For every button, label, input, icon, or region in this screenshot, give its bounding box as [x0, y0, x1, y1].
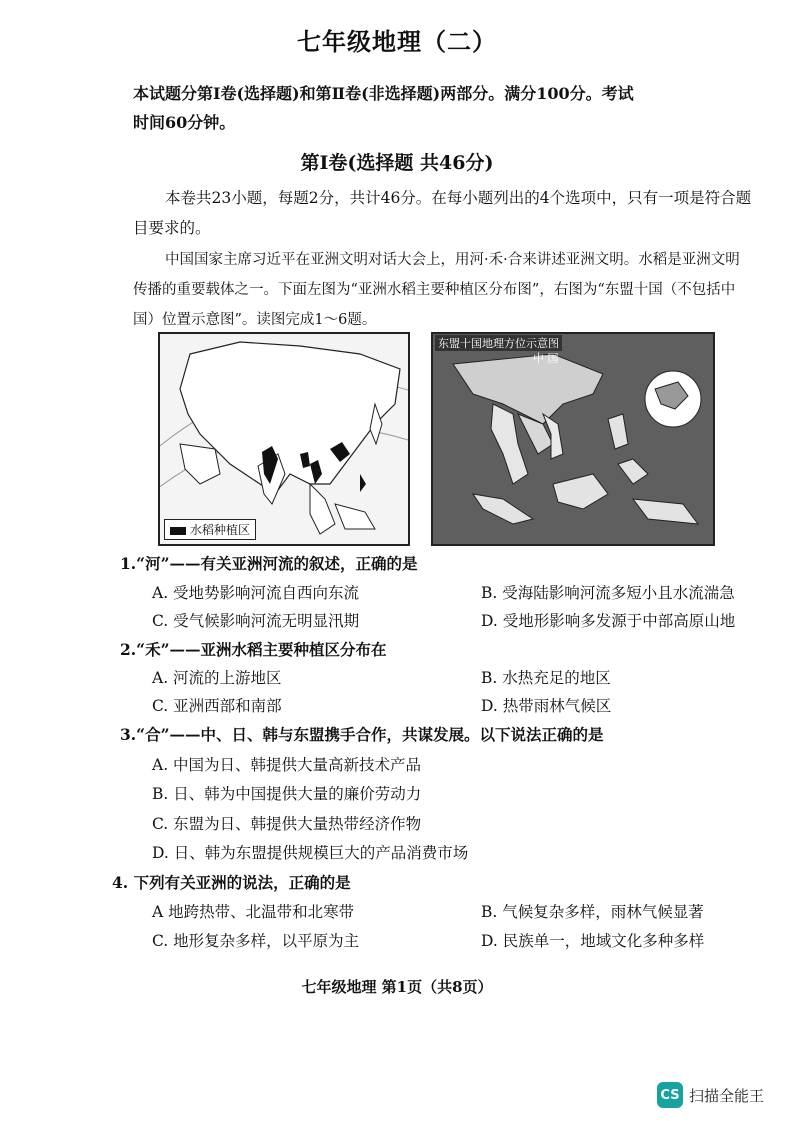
question-2-option-a[interactable]: A. 河流的上游地区 [152, 669, 282, 687]
legend-label: 水稻种植区 [190, 523, 251, 537]
question-3-stem: 3.“合”——中、日、韩与东盟携手合作，共谋发展。以下说法正确的是 [120, 725, 604, 744]
question-1-option-d[interactable]: D. 受地形影响多发源于中部高原山地 [481, 612, 736, 630]
question-4-option-d[interactable]: D. 民族单一，地域文化多种多样 [481, 932, 705, 950]
question-3-option-c[interactable]: C. 东盟为日、韩提供大量热带经济作物 [152, 815, 422, 833]
exam-intro-line2: 时间60分钟。 [133, 113, 236, 132]
question-2-stem: 2.“禾”——亚洲水稻主要种植区分布在 [120, 640, 387, 659]
scanner-label: 扫描全能王 [689, 1086, 765, 1105]
question-3-option-a[interactable]: A. 中国为日、韩提供大量高新技术产品 [152, 756, 422, 774]
instructions-paragraph: 本卷共23小题，每题2分，共计46分。在每小题列出的4个选项中，只有一项是符合题目要求的。 [133, 189, 752, 237]
asia-map-drawing [160, 334, 408, 544]
section-title: 第Ⅰ卷(选择题 共46分) [300, 152, 494, 174]
question-4-option-b[interactable]: B. 气候复杂多样，雨林气候显著 [481, 903, 704, 921]
question-2-option-d[interactable]: D. 热带雨林气候区 [481, 697, 612, 715]
legend-swatch [170, 527, 186, 535]
camscanner-icon: CS [657, 1082, 683, 1108]
question-3-option-d[interactable]: D. 日、韩为东盟提供规模巨大的产品消费市场 [152, 844, 469, 862]
question-1-stem: 1.“河”——有关亚洲河流的叙述，正确的是 [120, 554, 418, 573]
page-footer: 七年级地理 第1页（共8页） [301, 978, 493, 996]
page-title: 七年级地理（二） [297, 27, 497, 56]
question-1-option-c[interactable]: C. 受气候影响河流无明显汛期 [152, 612, 360, 630]
question-2-option-c[interactable]: C. 亚洲西部和南部 [152, 697, 282, 715]
asean-map-drawing [433, 334, 713, 544]
question-1-option-a[interactable]: A. 受地势影响河流自西向东流 [152, 584, 360, 602]
question-2-option-b[interactable]: B. 水热充足的地区 [481, 669, 611, 687]
label-china: 中 国 [533, 352, 559, 365]
scanner-watermark [657, 1082, 764, 1108]
exam-intro-line1: 本试题分第Ⅰ卷(选择题)和第Ⅱ卷(非选择题)两部分。满分100分。考试 [133, 84, 634, 103]
question-3-option-b[interactable]: B. 日、韩为中国提供大量的廉价劳动力 [152, 785, 422, 803]
asean-map-title: 东盟十国地理方位示意图 [435, 335, 562, 351]
asean-map [431, 332, 715, 546]
question-4-option-c[interactable]: C. 地形复杂多样，以平原为主 [152, 932, 360, 950]
context-paragraph: 中国国家主席习近平在亚洲文明对话大会上，用河·禾·合来讲述亚洲文明。水稻是亚洲文明传播的重要载体之一。下面左图为“亚洲水稻主要种植区分布图”，右图为“东盟十国（不包括中国）位置示意图”。读图完成1～6题。 [133, 252, 740, 328]
question-4-stem: 4. 下列有关亚洲的说法，正确的是 [112, 873, 351, 892]
question-1-option-b[interactable]: B. 受海陆影响河流多短小且水流湍急 [481, 584, 735, 602]
asia-rice-map [158, 332, 410, 546]
map-legend [164, 519, 256, 540]
question-4-option-a[interactable]: A 地跨热带、北温带和北寒带 [152, 903, 355, 921]
